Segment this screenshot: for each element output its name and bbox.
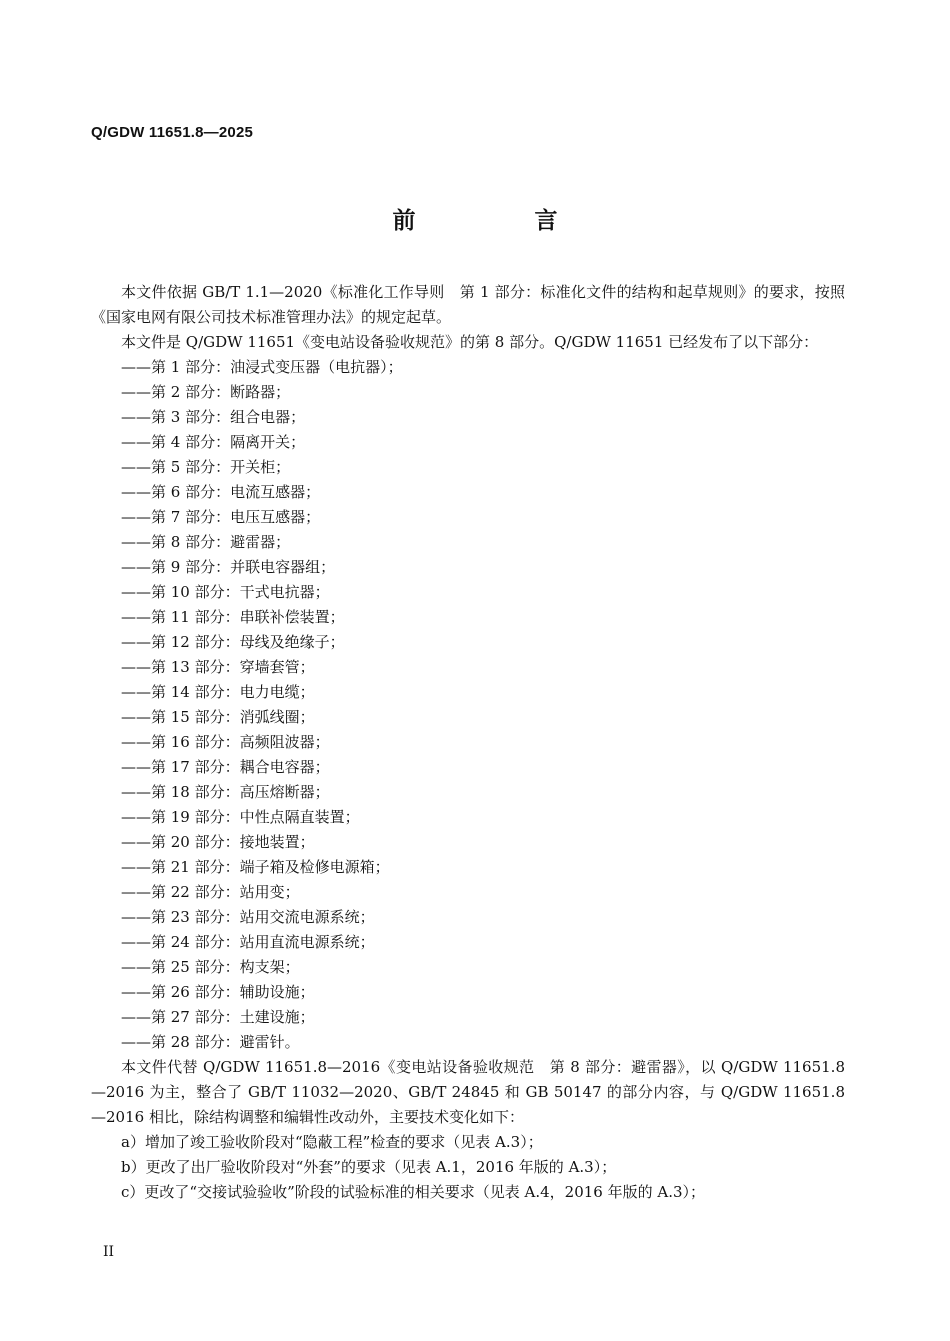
list-item: ——第 12 部分：母线及绝缘子； <box>121 633 345 651</box>
list-item: ——第 28 部分：避雷针。 <box>121 1033 300 1051</box>
list-item: ——第 20 部分：接地装置； <box>121 833 315 851</box>
paragraph-basis: 本文件依据 GB/T 1.1—2020《标准化工作导则 第 1 部分：标准化文件的结构和起草规则》的要求，按照《国家电网有限公司技术标准管理办法》的规定起草。 <box>91 283 845 326</box>
list-item: ——第 27 部分：土建设施； <box>121 1008 315 1026</box>
change-item: b）更改了出厂验收阶段对“外套”的要求（见表 A.1，2016 年版的 A.3）； <box>121 1158 617 1176</box>
list-item: ——第 4 部分：隔离开关； <box>121 433 306 451</box>
list-item: ——第 7 部分：电压互感器； <box>121 508 321 526</box>
page-number: II <box>103 1244 115 1260</box>
changes-list <box>91 1130 845 1205</box>
list-item: ——第 8 部分：避雷器； <box>121 533 291 551</box>
list-item: ——第 10 部分：干式电抗器； <box>121 583 330 601</box>
list-item: ——第 25 部分：构支架； <box>121 958 300 976</box>
list-item: ——第 1 部分：油浸式变压器（电抗器）； <box>121 358 403 376</box>
list-item: ——第 6 部分：电流互感器； <box>121 483 321 501</box>
list-item: ——第 14 部分：电力电缆； <box>121 683 315 701</box>
list-item: ——第 5 部分：开关柜； <box>121 458 291 476</box>
list-item: ——第 19 部分：中性点隔直装置； <box>121 808 360 826</box>
change-item: c）更改了“交接试验验收”阶段的试验标准的相关要求（见表 A.4，2016 年版的 A.3）； <box>121 1183 706 1201</box>
list-item: ——第 15 部分：消弧线圈； <box>121 708 315 726</box>
page-title: 前 言 <box>392 207 606 234</box>
list-item: ——第 21 部分：端子箱及检修电源箱； <box>121 858 390 876</box>
list-item: ——第 23 部分：站用交流电源系统； <box>121 908 375 926</box>
foreword-body <box>91 280 845 1205</box>
list-item: ——第 18 部分：高压熔断器； <box>121 783 330 801</box>
list-item: ——第 9 部分：并联电容器组； <box>121 558 336 576</box>
list-item: ——第 3 部分：组合电器； <box>121 408 306 426</box>
list-item: ——第 26 部分：辅助设施； <box>121 983 315 1001</box>
list-item: ——第 24 部分：站用直流电源系统； <box>121 933 375 951</box>
list-item: ——第 13 部分：穿墙套管； <box>121 658 315 676</box>
change-item: a）增加了竣工验收阶段对“隐蔽工程”检查的要求（见表 A.3）； <box>121 1133 543 1151</box>
document-code: Q/GDW 11651.8—2025 <box>91 124 254 141</box>
list-item: ——第 22 部分：站用变； <box>121 883 300 901</box>
paragraph-replacement: 本文件代替 Q/GDW 11651.8—2016《变电站设备验收规范 第 8 部分：避雷器》，以 Q/GDW 11651.8—2016 为主，整合了 GB/T 11032—2020、GB/T 24845 和 GB 50147 的部分内容，与 Q/GDW 11651.8—2016 相比，除结构调整和编辑性改动外，主要技术变化如下： <box>91 1058 845 1126</box>
list-item: ——第 11 部分：串联补偿装置； <box>121 608 345 626</box>
parts-list <box>91 355 845 1055</box>
paragraph-parts-intro: 本文件是 Q/GDW 11651《变电站设备验收规范》的第 8 部分。Q/GDW 11651 已经发布了以下部分： <box>121 333 819 351</box>
list-item: ——第 2 部分：断路器； <box>121 383 291 401</box>
list-item: ——第 17 部分：耦合电容器； <box>121 758 330 776</box>
list-item: ——第 16 部分：高频阻波器； <box>121 733 330 751</box>
